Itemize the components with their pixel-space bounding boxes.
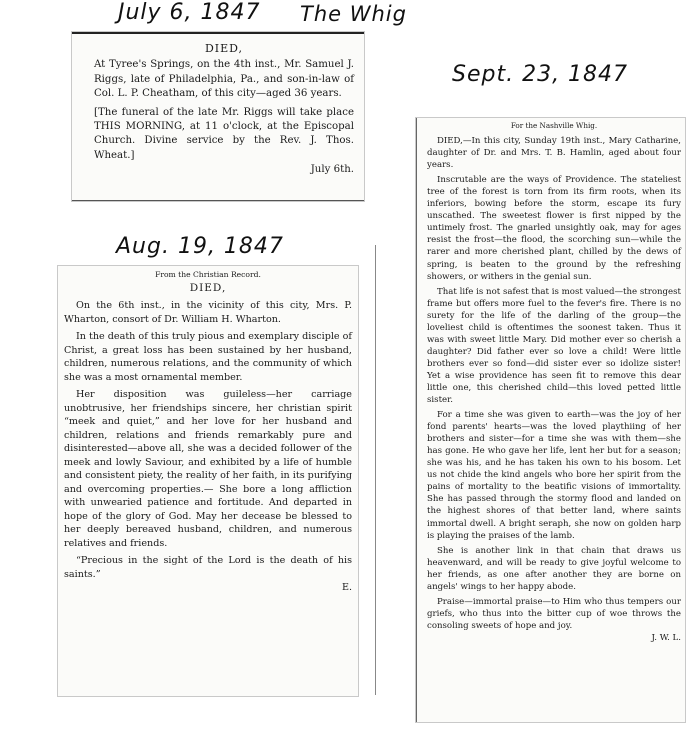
obituary-paragraph: Inscrutable are the ways of Providence. The stateliest tree of the forest is torn from its firm roots, when its inferiors, bowing before the storm, escape its fury unscathed. The sweetest flower is first nipped by the untimely frost. The gnarled unsightly oak, may for ages resist the frost—the flood, the scorching sun—while the rarer and more cherished plant, chilled by the dews of spring, is beaten to the ground by the refreshing showers, or withers in the genial sun. [427,175,681,282]
obituary-heading: DIED, [204,42,244,55]
obituary-heading: DIED, [189,281,227,294]
handwritten-newspaper-name: The Whig [300,2,407,26]
obituary-paragraph: That life is not safest that is most valued—the strongest frame but offers more fuel to the fever's fire. There is no surety for the life of the darling of the group—the loveliest child is oftentimes the soonest taken. Thus it was with sweet little Mary. Did mother ever so cherish a daughter? Did father ever so love a child! Were little brothers ever so fond—did sister ever so idolize sister! Yet a wise providence has seen fit to remove this dear little one, this cherished child—this loved petted little sister. [427,286,681,406]
obituary-clipping-wharton [58,266,358,696]
author-signature: E. [341,582,352,593]
obituary-paragraph: Praise—immortal praise—to Him who thus tempers our griefs, who thus into the bitter cup of woe throws the consoling sweets of hope and joy. [427,596,681,631]
scripture-quote: “Precious in the sight of the Lord is the death of his saints.” [64,555,352,580]
handwritten-date-july: July 6, 1847 [118,0,261,25]
obituary-body: At Tyree's Springs, on the 4th inst., Mr. Samuel J. Riggs, late of Philadelphia, Pa., and son-in-law of Col. L. P. Cheatham, of this city—aged 36 years. [94,59,354,100]
clipping-source: For the Nashville Whig. [510,121,598,130]
handwritten-date-september: Sept. 23, 1847 [452,62,629,87]
funeral-notice: [The funeral of the late Mr. Riggs will take place THIS MORNING, at 11 o'clock, at the Episcopal Church. Divine service by the Rev. J. Thos. Wheat.] [94,106,354,161]
obituary-paragraph: In the death of this truly pious and exemplary disciple of Christ, a great loss has been sustained by her husband, children, numerous relations, and the community of which she was a most ornamental member. [64,331,352,383]
obituary-paragraph: For a time she was given to earth—was the joy of her fond parents' hearts—was the loved playthiing of her brothers and sister—for a time she was with them—she has gone. He who gave her life, lent her but for a season; she was his, and he has taken his own to his bosom. Let us not chide the kind angels who bore her spirit from the pains of mortality to the beatific visions of immortality. She has passed through the stormy flood and landed on the highest shores of that better land, where saints immortal dwell. A bright seraph, she now on golden harp is playing the praises of the lamb. [427,410,681,541]
obituary-paragraph: On the 6th inst., in the vicinity of this city, Mrs. P. Wharton, consort of Dr. William H. Wharton. [64,300,352,325]
clipping-date: July 6th. [310,164,354,176]
obituary-clipping-hamlin [416,118,685,722]
clipping-source: From the Christian Record. [155,270,261,279]
handwritten-date-august: Aug. 19, 1847 [116,234,284,259]
obituary-paragraph: Her disposition was guileless—her carriage unobtrusive, her friendships sincere, her christian spirit “meek and quiet,” and her love for her husband and children, relations and friends remarkably pure and disinterested—above all, she was a decided follower of the meek and lowly Saviour, and exhibited by a life of humble and consistent piety, the reality of her faith, in its purifying and overcoming properties.— She bore a long affliction with unwearied patience and fortitude. And departed in hope of the glory of God. May her decease be blessed to her deeply bereaved husband, children, and numerous relatives and friends. [64,389,353,549]
obituary-paragraph: DIED,—In this city, Sunday 19th inst., Mary Catharine, daughter of Dr. and Mrs. T. B. Hamlin, aged about four years. [427,136,681,171]
obituary-clipping-riggs [72,32,364,201]
obituary-paragraph: She is another link in that chain that draws us heavenward, and will be ready to give joyful welcome to her friends, as one after another they are borne on angels' wings to her happy abode. [427,545,681,592]
column-divider [375,245,376,695]
author-signature: J. W. L. [651,632,681,643]
